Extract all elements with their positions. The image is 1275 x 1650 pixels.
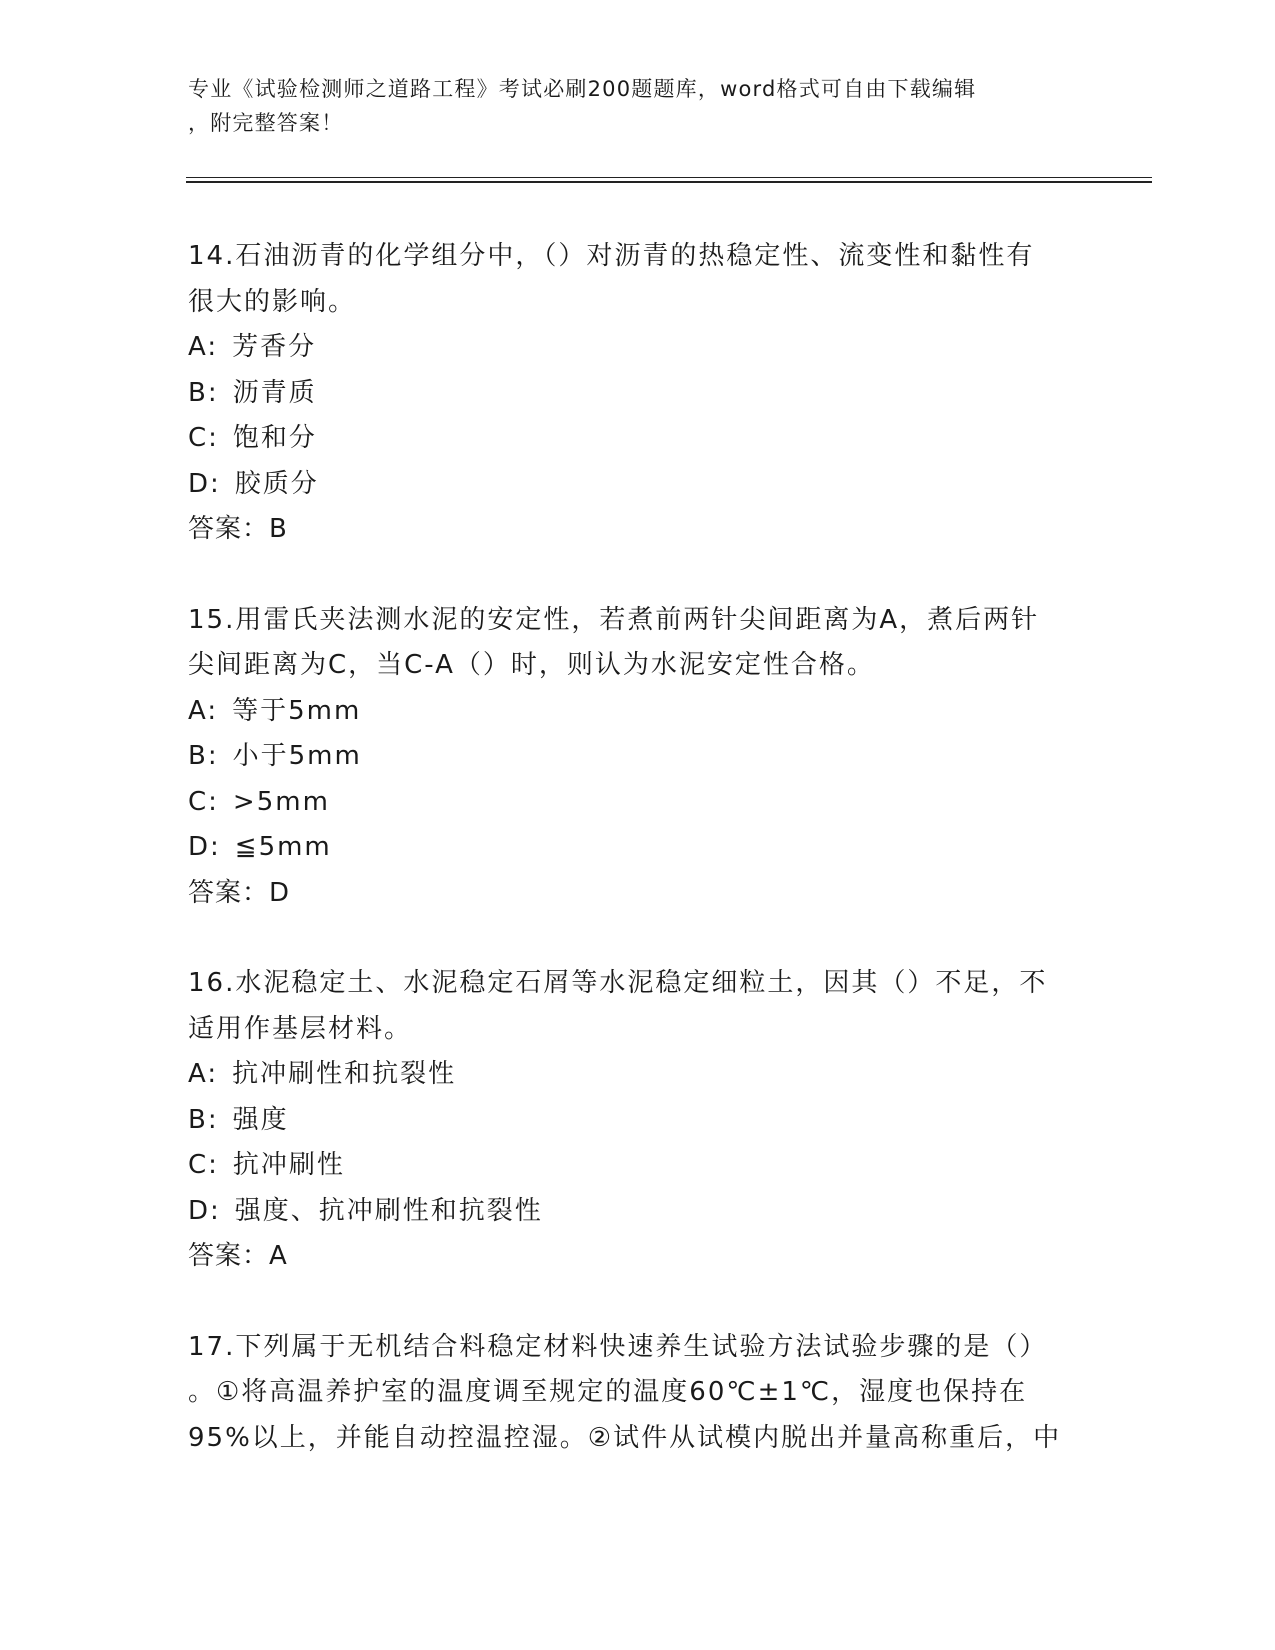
option-key: C:	[188, 786, 219, 817]
option-key: D:	[188, 1195, 221, 1226]
question-16	[188, 961, 1088, 1280]
option-text: 等于5mm	[232, 695, 362, 726]
question-text-line: 14.石油沥青的化学组分中，（）对沥青的热稳定性、流变性和黏性有	[188, 241, 1035, 271]
header-line-2: ，附完整答案！	[188, 111, 344, 135]
option-text: 饱和分	[232, 423, 317, 453]
header-line-1: 专业《试验检测师之道路工程》考试必刷200题题库，word格式可自由下载编辑	[188, 77, 977, 101]
option-a	[188, 325, 1088, 371]
option-text: 胶质分	[234, 468, 319, 499]
option-d	[188, 1189, 1088, 1235]
question-15	[188, 598, 1088, 917]
question-text-line: 适用作基层材料。	[188, 1013, 413, 1044]
document-header	[188, 72, 1088, 140]
option-text: 芳香分	[232, 332, 317, 362]
answer: 答案：A	[188, 1241, 288, 1271]
header-divider-bottom	[186, 181, 1152, 183]
answer: 答案：D	[188, 877, 291, 908]
option-key: A:	[188, 695, 219, 726]
question-text-line: 很大的影响。	[188, 286, 357, 317]
option-key: D:	[188, 832, 221, 862]
question-17	[188, 1325, 1088, 1462]
option-key: C:	[188, 1150, 219, 1180]
option-key: D:	[188, 468, 221, 499]
option-d	[188, 825, 1088, 871]
option-text: ≦5mm	[234, 832, 332, 862]
option-text: 沥青质	[232, 377, 317, 408]
question-list	[188, 234, 1088, 1506]
question-text-line: 15.用雷氏夹法测水泥的安定性，若煮前两针尖间距离为A，煮后两针	[188, 604, 1040, 635]
option-c	[188, 1143, 1088, 1189]
answer: 答案：B	[188, 514, 288, 544]
option-text: 抗冲刷性	[232, 1150, 345, 1180]
option-key: B:	[188, 1104, 219, 1135]
option-key: B:	[188, 741, 219, 771]
option-c	[188, 416, 1088, 462]
question-text-line: 16.水泥稳定土、水泥稳定石屑等水泥稳定细粒土，因其（）不足，不	[188, 968, 1048, 998]
question-14	[188, 234, 1088, 553]
option-a	[188, 689, 1088, 735]
option-key: A:	[188, 1059, 219, 1089]
option-c	[188, 780, 1088, 826]
option-b	[188, 734, 1088, 780]
option-text: 强度、抗冲刷性和抗裂性	[234, 1195, 543, 1226]
header-divider-top	[186, 177, 1152, 178]
option-text: 小于5mm	[232, 741, 362, 771]
option-b	[188, 1098, 1088, 1144]
option-text: 抗冲刷性和抗裂性	[232, 1059, 457, 1089]
question-text-line: 。①将高温养护室的温度调至规定的温度60℃±1℃，湿度也保持在	[188, 1377, 1028, 1407]
option-key: B:	[188, 377, 219, 408]
question-text-line: 17.下列属于无机结合料稳定材料快速养生试验方法试验步骤的是（）	[188, 1331, 1048, 1362]
option-text: 强度	[232, 1104, 289, 1135]
option-text: >5mm	[232, 786, 330, 817]
option-b	[188, 371, 1088, 417]
option-key: A:	[188, 332, 219, 362]
option-key: C:	[188, 423, 219, 453]
option-a	[188, 1052, 1088, 1098]
question-text-line: 尖间距离为C，当C-A（）时，则认为水泥安定性合格。	[188, 650, 875, 680]
question-text-line: 95%以上，并能自动控温控湿。②试件从试模内脱出并量高称重后，中	[188, 1422, 1062, 1453]
option-d	[188, 462, 1088, 508]
